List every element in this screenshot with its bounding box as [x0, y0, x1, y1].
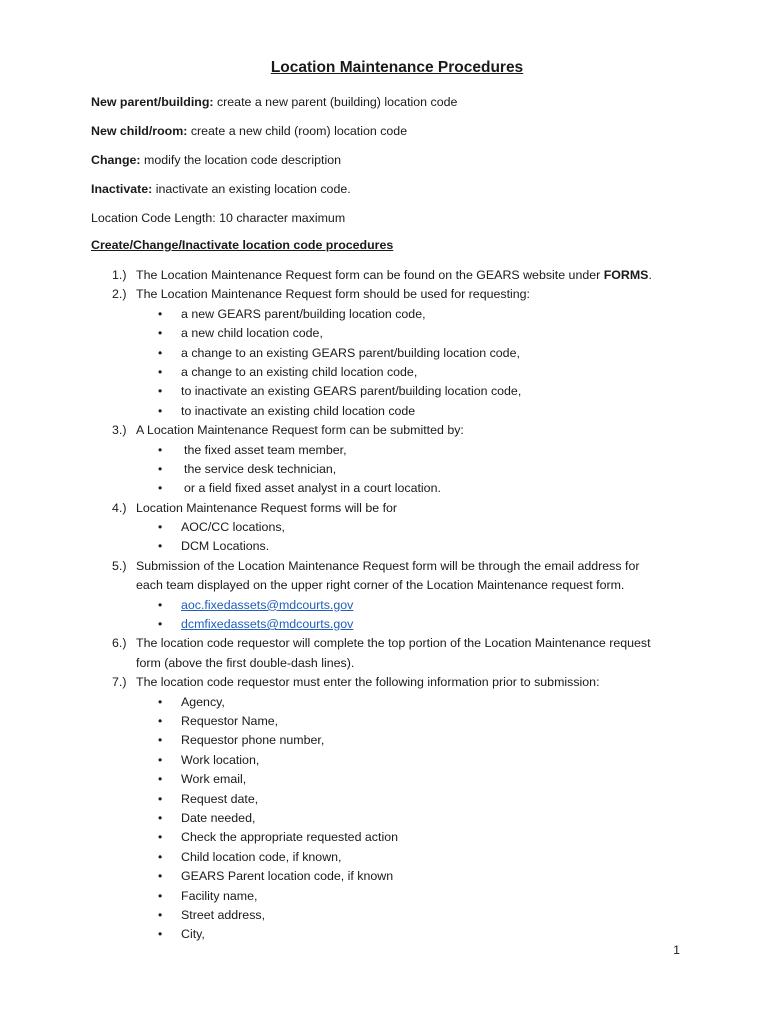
bullet-text: GEARS Parent location code, if known	[181, 869, 394, 884]
bullet-item	[0, 770, 770, 789]
bullet-icon: •	[158, 830, 163, 845]
bullet-icon: •	[158, 713, 163, 728]
bullet-text: the service desk technician,	[184, 461, 337, 476]
bullet-text: a change to an existing child location code,	[181, 364, 418, 379]
bullet-icon: •	[158, 694, 163, 709]
list-item-step	[0, 499, 770, 557]
bullet-item	[0, 867, 770, 886]
bullet-item	[0, 402, 770, 421]
bullet-icon: •	[158, 481, 163, 496]
bullet-item	[0, 848, 770, 867]
step-text	[136, 266, 652, 285]
step-text	[136, 654, 354, 673]
step-number: 6.)	[112, 636, 127, 651]
bullet-text: Work location,	[181, 752, 260, 767]
bullet-text: Child location code, if known,	[181, 849, 342, 864]
definition-change	[91, 152, 341, 168]
bullet-item	[0, 363, 770, 382]
bullet-item	[0, 479, 770, 498]
bullet-item-email	[0, 615, 770, 634]
bullet-item	[0, 751, 770, 770]
step-text-content: Location Maintenance Request forms will be for	[136, 500, 398, 515]
bullet-text: a new child location code,	[181, 326, 323, 341]
bullet-icon: •	[158, 442, 163, 457]
bullet-text: a change to an existing GEARS parent/building location code,	[181, 345, 520, 360]
bullet-icon: •	[158, 539, 163, 554]
step-text-content: form (above the first double-dash lines).	[136, 655, 355, 670]
list-item-step	[0, 266, 770, 285]
page-number: 1	[673, 943, 680, 957]
step-line	[0, 634, 770, 653]
bullet-icon: •	[158, 849, 163, 864]
definition-inactivate	[91, 181, 351, 197]
bullet-text: Request date,	[181, 791, 259, 806]
bullet-icon: •	[158, 597, 163, 612]
step-text	[136, 576, 624, 595]
bullet-item	[0, 344, 770, 363]
email-link[interactable]: aoc.fixedassets@mdcourts.gov	[181, 597, 354, 612]
bullet-item	[0, 731, 770, 750]
definition-text: modify the location code description	[140, 153, 342, 167]
bullet-item-email	[0, 596, 770, 615]
definition-text: inactivate an existing location code.	[152, 182, 351, 196]
step-text-content: The location code requestor must enter the following information prior to submission:	[136, 675, 600, 690]
step-line	[0, 673, 770, 692]
step-line	[0, 285, 770, 304]
bullet-text: a new GEARS parent/building location code,	[181, 306, 426, 321]
page-title: Location Maintenance Procedures	[270, 59, 524, 76]
step-text	[136, 634, 651, 653]
bullet-icon: •	[158, 772, 163, 787]
step-number: 4.)	[112, 500, 127, 515]
step-line	[0, 654, 770, 673]
bullet-item	[0, 441, 770, 460]
bullet-icon: •	[158, 461, 163, 476]
step-text-content: A Location Maintenance Request form can be submitted by:	[136, 423, 464, 438]
bullet-icon: •	[158, 907, 163, 922]
procedure-steps	[0, 266, 770, 945]
bullet-text: to inactivate an existing child location code	[181, 403, 416, 418]
step-number: 2.)	[112, 287, 127, 302]
bullet-text: or a field fixed asset analyst in a court location.	[184, 481, 441, 496]
bullet-text: Check the appropriate requested action	[181, 830, 398, 845]
bullet-text: DCM Locations.	[181, 539, 270, 554]
bullet-icon: •	[158, 752, 163, 767]
step-line	[0, 499, 770, 518]
list-item-step	[0, 634, 770, 673]
bullet-icon: •	[158, 791, 163, 806]
bullet-icon: •	[158, 520, 163, 535]
bullet-item	[0, 324, 770, 343]
bullet-icon: •	[158, 733, 163, 748]
step-text	[136, 673, 600, 692]
step-number: 1.)	[112, 268, 127, 282]
list-item-step	[0, 557, 770, 635]
bullet-item	[0, 790, 770, 809]
bullet-icon: •	[158, 403, 163, 418]
bullet-text: Requestor Name,	[181, 713, 279, 728]
list-item-step	[0, 673, 770, 944]
step-line	[0, 557, 770, 576]
bullet-item	[0, 809, 770, 828]
bullet-icon: •	[158, 927, 163, 942]
definition-text: create a new parent (building) location code	[213, 95, 458, 109]
bullet-icon: •	[158, 810, 163, 825]
bullet-icon: •	[158, 345, 163, 360]
email-link-wrapper	[181, 596, 353, 615]
bullet-text: Work email,	[181, 772, 247, 787]
bullet-icon: •	[158, 326, 163, 341]
definition-text: create a new child (room) location code	[187, 124, 408, 138]
step-text-content: Submission of the Location Maintenance Request form will be through the email address for	[136, 558, 640, 573]
bullet-item	[0, 537, 770, 556]
step-text	[136, 499, 397, 518]
bullet-text: the fixed asset team member,	[184, 442, 347, 457]
step-number: 3.)	[112, 423, 127, 438]
bullet-item	[0, 906, 770, 925]
bullet-icon: •	[158, 306, 163, 321]
section-heading: Create/Change/Inactivate location code procedures	[91, 238, 394, 252]
step-text-content: The Location Maintenance Request form can be found on the GEARS website under	[136, 268, 604, 282]
step-line	[0, 421, 770, 440]
bullet-item	[0, 693, 770, 712]
step-text	[136, 285, 530, 304]
step-number: 7.)	[112, 675, 127, 690]
step-number: 5.)	[112, 558, 127, 573]
bullet-item	[0, 305, 770, 324]
step-line	[0, 576, 770, 595]
bullet-text: City,	[181, 927, 205, 942]
bullet-icon: •	[158, 617, 163, 632]
code-length-note: Location Code Length: 10 character maximum	[91, 211, 346, 225]
bullet-text: Agency,	[181, 694, 225, 709]
bullet-item	[0, 887, 770, 906]
list-item-step	[0, 421, 770, 499]
bullet-item	[0, 460, 770, 479]
bullet-text: Street address,	[181, 907, 266, 922]
bullet-text: AOC/CC locations,	[181, 520, 285, 535]
email-link[interactable]: dcmfixedassets@mdcourts.gov	[181, 617, 354, 632]
bullet-item	[0, 925, 770, 944]
list-item-step	[0, 285, 770, 421]
step-text-content: The location code requestor will complete the top portion of the Location Maintenance request	[136, 636, 651, 651]
bullet-icon: •	[158, 888, 163, 903]
definition-term: New child/room:	[91, 124, 188, 138]
step-text-content: each team displayed on the upper right corner of the Location Maintenance request form.	[136, 578, 625, 593]
bullet-item	[0, 712, 770, 731]
bullet-icon: •	[158, 384, 163, 399]
bullet-item	[0, 382, 770, 401]
definition-new-parent	[91, 94, 457, 110]
step-suffix: .	[648, 268, 652, 282]
step-text	[136, 557, 639, 576]
definition-term: Inactivate:	[91, 182, 153, 196]
bullet-text: Date needed,	[181, 810, 256, 825]
bullet-text: Requestor phone number,	[181, 733, 325, 748]
definition-term: Change:	[91, 153, 141, 167]
bullet-item	[0, 518, 770, 537]
bullet-text: to inactivate an existing GEARS parent/building location code,	[181, 384, 522, 399]
step-emphasis: FORMS	[603, 268, 649, 282]
definition-new-child	[91, 123, 407, 139]
step-line	[0, 266, 770, 285]
definition-term: New parent/building:	[91, 95, 214, 109]
bullet-icon: •	[158, 869, 163, 884]
bullet-icon: •	[158, 364, 163, 379]
bullet-text: Facility name,	[181, 888, 258, 903]
bullet-item	[0, 828, 770, 847]
step-text-content: The Location Maintenance Request form should be used for requesting:	[136, 287, 530, 302]
step-text	[136, 421, 464, 440]
email-link-wrapper	[181, 615, 353, 634]
